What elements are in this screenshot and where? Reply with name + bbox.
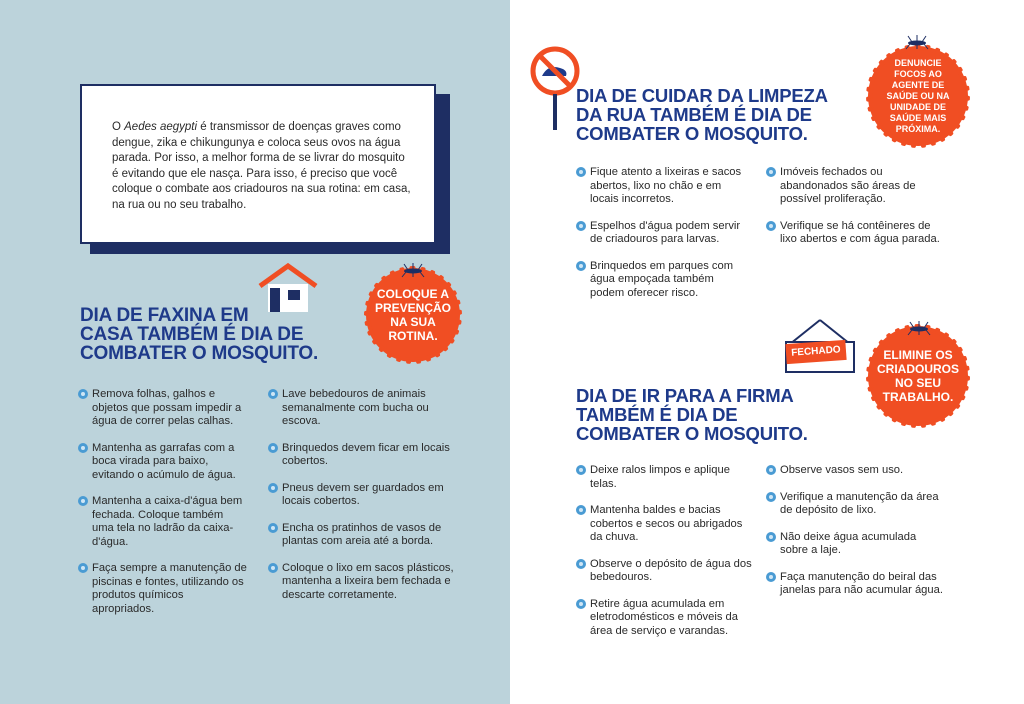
list-item-text: Remova folhas, galhos e objetos que possam impedir a água de correr pelas calhas. [92, 388, 242, 427]
list-item-text: Brinquedos em parques com água empoçada também podem oferecer risco. [590, 259, 734, 299]
sign-post [553, 94, 557, 130]
list-item-text: Lave bebedouros de animais semanalmente com bucha ou escova. [282, 388, 429, 427]
list-item-text: Mantenha as garrafas com a boca virada para baixo, evitando o acúmulo de água. [92, 441, 236, 481]
intro-text-before: O [112, 121, 125, 133]
list-item [576, 220, 746, 247]
list-item-text: Coloque o lixo em sacos plásticos, mantenha a lixeira bem fechada e descarte corretamente. [282, 561, 454, 601]
list-item-text: Imóveis fechados ou abandonados são áreas de possível proliferação. [780, 166, 916, 205]
bullet-icon [268, 563, 278, 573]
list-item-text: Brinquedos devem ficar em locais cobertos. [282, 441, 450, 467]
bullet-icon [576, 599, 586, 609]
bullet-icon [268, 443, 278, 453]
list-item [78, 495, 248, 549]
bullet-icon [576, 465, 586, 475]
list-item-text: Fique atento a lixeiras e sacos abertos, lixo no chão e em locais incorretos. [590, 166, 742, 205]
list-item [268, 442, 458, 469]
list-item-text: Pneus devem ser guardados em locais cobertos. [282, 481, 444, 507]
work-list-col1 [576, 464, 756, 651]
list-item [268, 562, 458, 603]
no-mosquito-sign-icon [530, 46, 580, 96]
intro-text-after: é transmissor de doenças graves como dengue, zika e chikungunya e coloca seus ovos na água parada. Por isso, a melhor forma de se livrar do mosquito é evitando que ele nasça. Para isso, é preciso que você coloque o combate aos criadouros na sua rotina: em casa, na rua ou no seu trabalho. [112, 121, 411, 211]
bullet-icon [78, 496, 88, 506]
bullet-icon [766, 532, 776, 542]
bullet-icon [766, 492, 776, 502]
work-list-col2 [766, 464, 946, 611]
bullet-icon [268, 389, 278, 399]
list-item-text: Encha os pratinhos de vasos de plantas com areia até a borda. [282, 521, 442, 547]
street-badge-text: DENUNCIE FOCOS AO AGENTE DE SAÚDE OU NA UNIDADE DE SAÚDE MAIS PRÓXIMA. [886, 57, 950, 134]
mosquito-icon [400, 262, 426, 278]
bullet-icon [78, 443, 88, 453]
list-item [766, 531, 946, 558]
street-heading-line: COMBATER O MOSQUITO. [576, 123, 808, 144]
home-badge [370, 272, 456, 358]
bullet-icon [576, 167, 586, 177]
list-item-text: Deixe ralos limpos e aplique telas. [590, 464, 730, 490]
list-item-text: Verifique se há contêineres de lixo abertos e com água parada. [780, 219, 940, 245]
bullet-icon [78, 563, 88, 573]
list-item [766, 571, 946, 598]
street-heading-line: DIA DE CUIDAR DA LIMPEZA [576, 85, 828, 106]
house-icon [256, 262, 320, 312]
home-heading-line: CASA TAMBÉM É DIA DE [80, 324, 304, 345]
intro-species: Aedes aegypti [124, 121, 198, 133]
list-item-text: Retire água acumulada em eletrodomésticos e móveis da área de serviço e varandas. [590, 597, 738, 637]
list-item [268, 388, 458, 429]
list-item [766, 491, 946, 518]
list-item [268, 482, 458, 509]
intro-box [80, 84, 436, 244]
list-item [268, 522, 458, 549]
list-item-text: Verifique a manutenção da área de depósito de lixo. [780, 490, 939, 516]
bullet-icon [576, 505, 586, 515]
list-item [576, 504, 756, 545]
bullet-icon [766, 221, 776, 231]
street-heading [576, 86, 876, 143]
bullet-icon [766, 572, 776, 582]
list-item-text: Espelhos d'água podem servir de criadouros para larvas. [590, 219, 741, 245]
bullet-icon [576, 221, 586, 231]
work-badge [872, 330, 964, 422]
street-badge [872, 50, 964, 142]
home-list-col1 [78, 388, 248, 629]
list-item [576, 598, 756, 639]
bullet-icon [78, 389, 88, 399]
mosquito-icon [906, 320, 932, 336]
list-item [766, 166, 946, 207]
work-heading-line: COMBATER O MOSQUITO. [576, 423, 808, 444]
closed-sign-label: FECHADO [785, 340, 846, 364]
bullet-icon [766, 167, 776, 177]
list-item-text: Não deixe água acumulada sobre a laje. [780, 530, 917, 556]
list-item-text: Faça manutenção do beiral das janelas para não acumular água. [780, 570, 943, 596]
mosquito-icon [904, 34, 930, 50]
bullet-icon [576, 559, 586, 569]
home-heading-line: COMBATER O MOSQUITO. [80, 343, 319, 364]
list-item [576, 464, 756, 491]
list-item-text: Mantenha baldes e bacias cobertos e secos ou abrigados da chuva. [590, 504, 743, 543]
list-item [576, 166, 746, 207]
work-heading-line: DIA DE IR PARA A FIRMA [576, 385, 794, 406]
street-list-col1 [576, 166, 746, 313]
list-item-text: Observe o depósito de água dos bebedouros. [590, 557, 752, 583]
street-heading-line: DA RUA TAMBÉM É DIA DE [576, 104, 812, 125]
home-list-col2 [268, 388, 458, 615]
home-badge-text: COLOQUE A PREVENÇÃO NA SUA ROTINA. [374, 287, 451, 343]
list-item [576, 260, 746, 301]
list-item [78, 562, 248, 616]
bullet-icon [268, 483, 278, 493]
work-badge-text: ELIMINE OS CRIADOUROS NO SEU TRABALHO. [877, 348, 960, 404]
bullet-icon [268, 523, 278, 533]
list-item [576, 558, 756, 585]
list-item-text: Faça sempre a manutenção de piscinas e fontes, utilizando os produtos químicos apropriados. [92, 562, 247, 615]
list-item [78, 388, 248, 429]
work-heading [576, 386, 876, 443]
list-item-text: Mantenha a caixa-d'água bem fechada. Coloque também uma tela no ladrão da caixa-d'água. [92, 495, 243, 548]
bullet-icon [766, 465, 776, 475]
bullet-icon [576, 261, 586, 271]
list-item [78, 442, 248, 483]
list-item [766, 464, 946, 478]
street-list-col2 [766, 166, 946, 260]
list-item [766, 220, 946, 247]
home-heading [80, 306, 370, 363]
list-item-text: Observe vasos sem uso. [780, 464, 904, 476]
work-heading-line: TAMBÉM É DIA DE [576, 404, 738, 425]
home-heading-line: DIA DE FAXINA EM [80, 305, 249, 326]
